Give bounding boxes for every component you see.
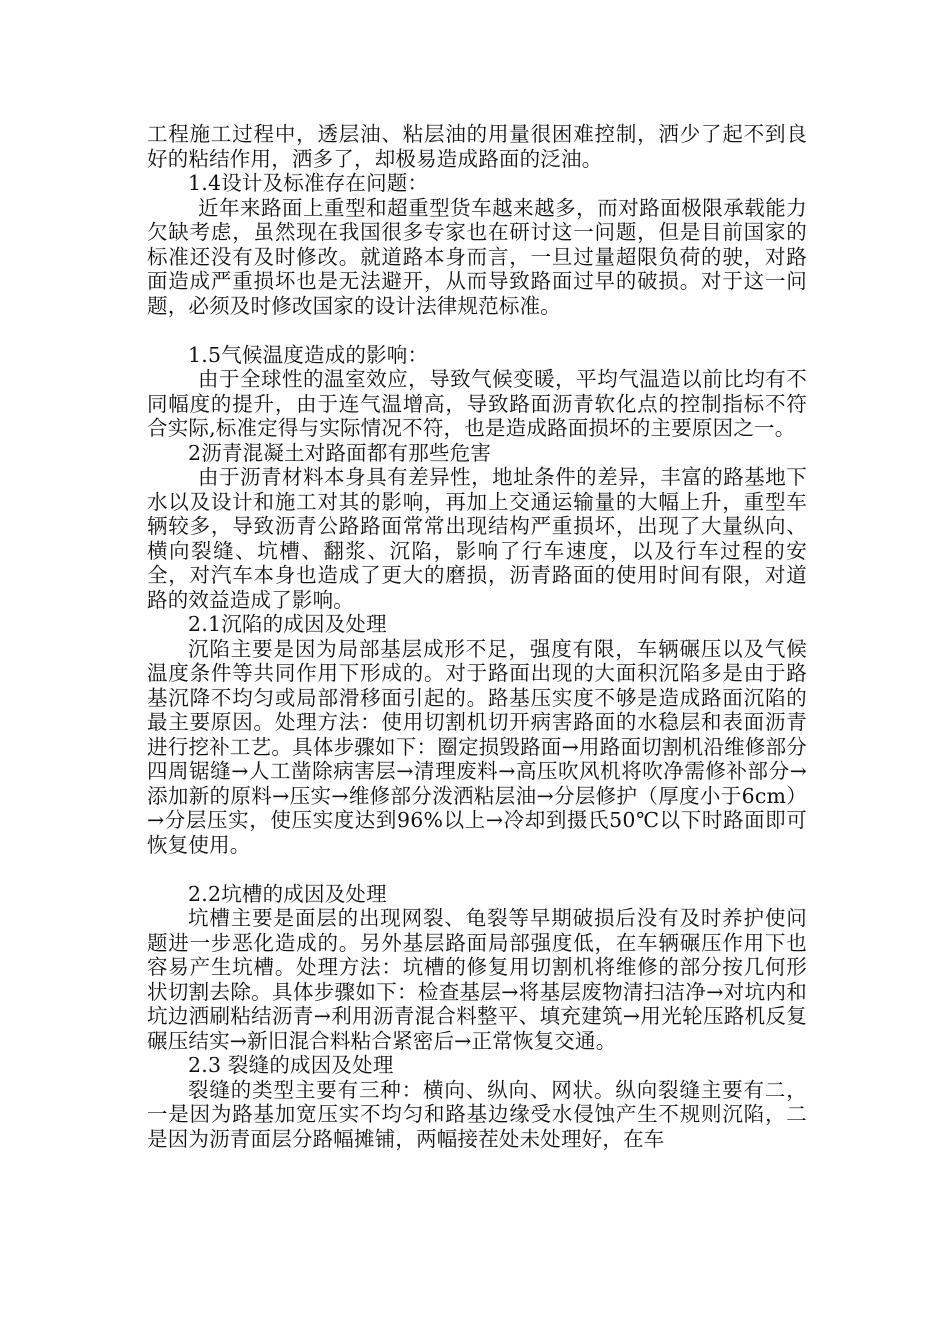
heading-2-3: 2.3 裂缝的成因及处理 bbox=[188, 1053, 394, 1077]
heading-1-5: 1.5气候温度造成的影响： bbox=[188, 342, 429, 367]
paragraph-continued: 工程施工过程中，透层油、粘层油的用量很困难控制，洒少了起不到良好的粘结作用，洒多了，却极易造成路面的泛油。 bbox=[147, 122, 807, 171]
paragraph-subsidence: 沉陷主要是因为局部基层成形不足，强度有限，车辆碾压以及气候温度条件等共同作用下形成的。对于路面出现的大面积沉陷多是由于路基沉降不均匀或局部滑移面引起的。路基压实度不够是造成路面沉陷的最主要原因。处理方法：使用切割机切开病害路面的水稳层和表面沥青进行挖补工艺。具体步骤如下：圈定损毁路面→用路面切割机沿维修部分四周锯缝→人工凿除病害层→清理废料→高压吹风机将吹净需修补部分→添加新的原料→压实→维修部分泼洒粘层油→分层修护（厚度小于6cm）→分层压实，使压实度达到96%以上→冷却到摄氏50℃以下时路面即可恢复使用。 bbox=[147, 636, 807, 857]
paragraph-design-standards: 近年来路面上重型和超重型货车越来越多，而对路面极限承载能力欠缺考虑，虽然现在我国很多专家也在研讨这一问题，但是目前国家的标准还没有及时修改。就道路本身而言，一旦过量超限负荷的驶，对路面造成严重损坏也是无法避开，从而导致路面过早的破损。对于这一问题，必须及时修改国家的设计法律规范标准。 bbox=[147, 195, 807, 318]
paragraph-cracks: 裂缝的类型主要有三种：横向、纵向、网状。纵向裂缝主要有二，一是因为路基加宽压实不均匀和路基边缘受水侵蚀产生不规则沉陷，二是因为沥青面层分路幅摊铺，两幅接茬处未处理好，在车 bbox=[147, 1077, 807, 1151]
paragraph-climate: 由于全球性的温室效应，导致气候变暖，平均气温造以前比均有不同幅度的提升，由于连气温增高，导致路面沥青软化点的控制指标不符合实际,标准定得与实际情况不符，也是造成路面损坏的主要原因之一。 bbox=[147, 367, 807, 440]
heading-2: 2沥青混凝土对路面都有那些危害 bbox=[188, 440, 492, 465]
paragraph-hazards: 由于沥青材料本身具有差异性，地址条件的差异，丰富的路基地下水以及设计和施工对其的影响，再加上交通运输量的大幅上升，重型车辆较多，导致沥青公路路面常常出现结构严重损坏，出现了大量纵向、横向裂缝、坑槽、翻浆、沉陷，影响了行车速度，以及行车过程的安全，对汽车本身也造成了更大的磨损，沥青路面的使用时间有限，对道路的效益造成了影响。 bbox=[147, 465, 807, 612]
document-body bbox=[147, 122, 807, 1151]
heading-1-4: 1.4设计及标准存在问题： bbox=[188, 171, 429, 195]
heading-2-2: 2.2坑槽的成因及处理 bbox=[188, 881, 387, 906]
paragraph-potholes: 坑槽主要是面层的出现网裂、龟裂等早期破损后没有及时养护使问题进一步恶化造成的。另外基层路面局部强度低，在车辆碾压作用下也容易产生坑槽。处理方法：坑槽的修复用切割机将维修的部分按几何形状切割去除。具体步骤如下：检查基层→将基层废物清扫洁净→对坑内和坑边洒刷粘结沥青→利用沥青混合料整平、填充建筑→用光轮压路机反复碾压结实→新旧混合料粘合紧密后→正常恢复交通。 bbox=[147, 906, 807, 1053]
heading-2-1: 2.1沉陷的成因及处理 bbox=[188, 612, 387, 636]
